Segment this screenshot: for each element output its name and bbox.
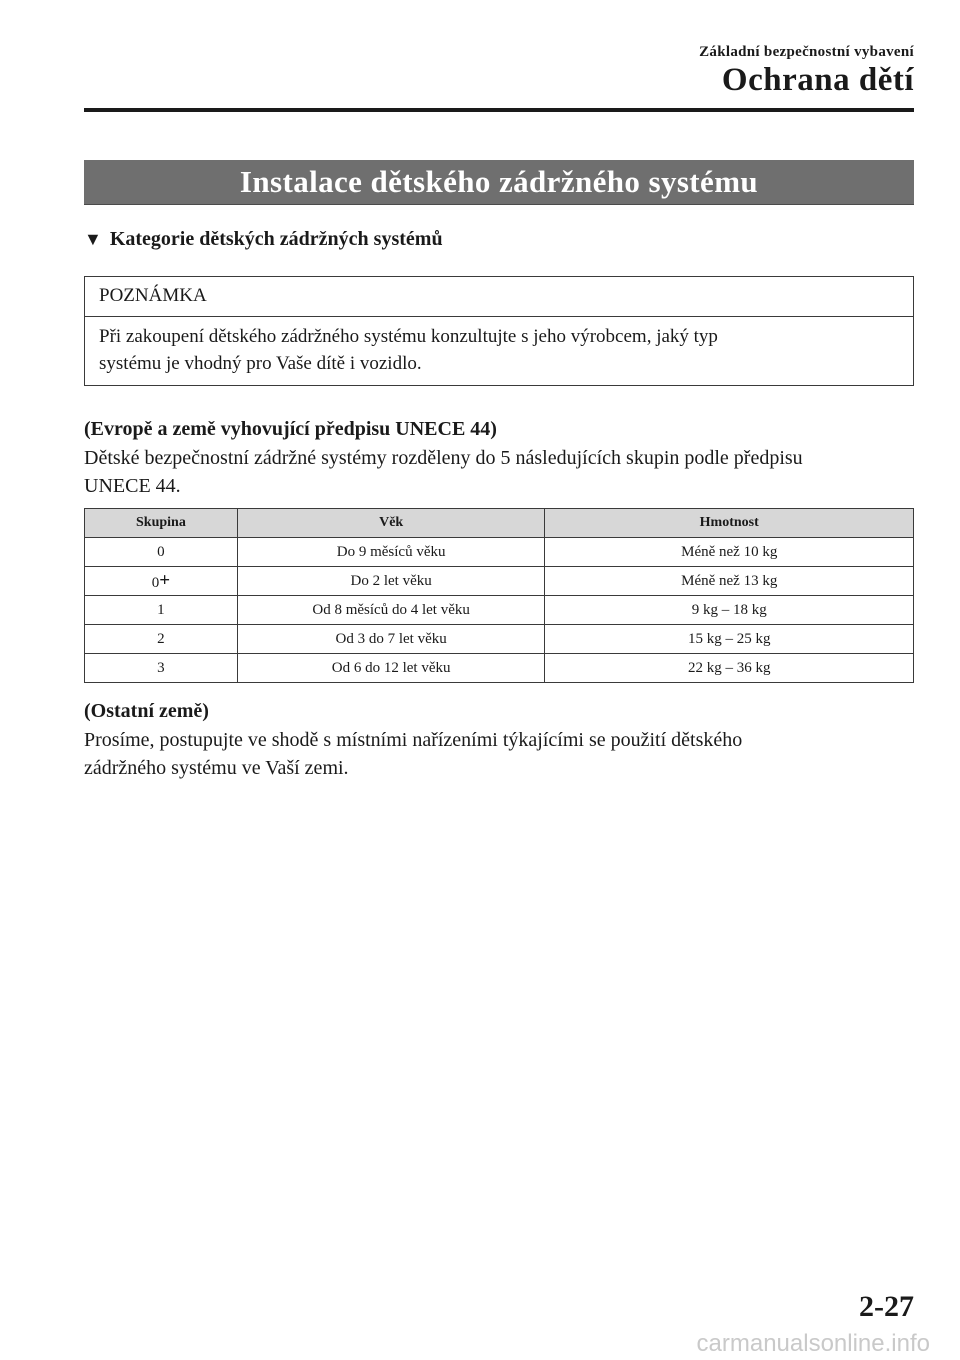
other-line: zádržného systému ve Vaší zemi. [84, 757, 349, 779]
cell-age: Od 6 do 12 let věku [237, 654, 545, 683]
running-header-section: Základní bezpečnostní vybavení [699, 44, 914, 60]
note-line: systému je vhodný pro Vaše dítě i vozidlo. [99, 353, 422, 374]
section-banner: Instalace dětského zádržného systému [84, 160, 914, 205]
europe-heading: (Evropě a země vyhovující předpisu UNECE 44) [84, 418, 497, 440]
note-box [84, 276, 914, 386]
note-body [85, 317, 913, 385]
other-paragraph [84, 726, 914, 782]
table-row [85, 625, 914, 654]
header-rule [84, 108, 914, 112]
table-row [85, 654, 914, 683]
watermark: carmanualsonline.info [696, 1330, 930, 1357]
group-table [84, 508, 914, 683]
col-header-age: Věk [237, 509, 545, 538]
running-header-title: Ochrana dětí [721, 62, 914, 98]
cell-weight: 9 kg – 18 kg [545, 596, 914, 625]
europe-line: Dětské bezpečnostní zádržné systémy rozděleny do 5 následujících skupin podle předpisu [84, 447, 803, 469]
col-header-weight: Hmotnost [545, 509, 914, 538]
cell-age: Do 9 měsíců věku [237, 538, 545, 567]
cell-group: 3 [85, 654, 238, 683]
other-line: Prosíme, postupujte ve shodě s místními nařízeními týkajícími se použití dětského [84, 729, 743, 751]
group-number: 0 [151, 575, 160, 591]
note-title: POZNÁMKA [85, 277, 913, 317]
triangle-marker-icon: ▼ [84, 229, 102, 249]
cell-age: Od 8 měsíců do 4 let věku [237, 596, 545, 625]
cell-weight: Méně než 13 kg [545, 567, 914, 596]
other-heading: (Ostatní země) [84, 700, 209, 722]
cell-age: Do 2 let věku [237, 567, 545, 596]
table-row [85, 538, 914, 567]
table-row [85, 567, 914, 596]
cell-weight: 22 kg – 36 kg [545, 654, 914, 683]
cell-group [85, 567, 238, 596]
europe-paragraph [84, 444, 914, 500]
cell-age: Od 3 do 7 let věku [237, 625, 545, 654]
cell-group: 0 [85, 538, 238, 567]
europe-line: UNECE 44. [84, 475, 181, 497]
cell-group: 2 [85, 625, 238, 654]
cell-group: 1 [85, 596, 238, 625]
table-header-row [85, 509, 914, 538]
cell-weight: Méně než 10 kg [545, 538, 914, 567]
page-number: 2-27 [859, 1290, 914, 1323]
table-row [85, 596, 914, 625]
subheading-text: Kategorie dětských zádržných systémů [109, 228, 443, 250]
plus-icon: + [159, 570, 171, 591]
note-line: Při zakoupení dětského zádržného systému konzultujte s jeho výrobcem, jaký typ [99, 326, 718, 347]
subheading [84, 228, 443, 251]
col-header-group: Skupina [85, 509, 238, 538]
cell-weight: 15 kg – 25 kg [545, 625, 914, 654]
